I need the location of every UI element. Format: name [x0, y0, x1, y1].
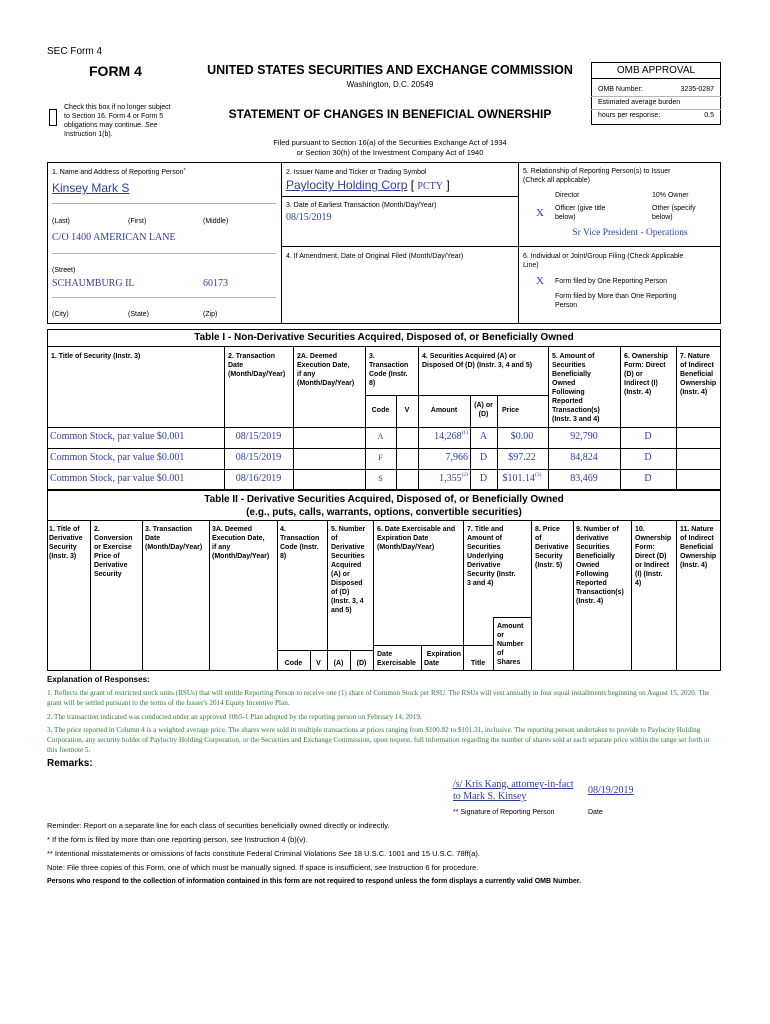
t2-sub-d: (D) [356, 660, 367, 667]
one-person-option: Form filed by One Reporting Person [555, 278, 668, 285]
omb-hours-value: 0.5 [704, 112, 714, 119]
form-title: FORM 4 [89, 63, 142, 79]
box6-label: 6. Individual or Joint/Group Filing (Check Applicable Line) [523, 253, 684, 269]
t1-h7: 7. Nature of Indirect Beneficial Ownership (Instr. 4) [680, 353, 717, 396]
t2-h10: 10. Ownership Form: Direct (D) or Indirect (I) (Instr. 4) [635, 526, 672, 587]
first-label: (First) [128, 218, 147, 225]
middle-label: (Middle) [203, 218, 229, 225]
t1-row-price [497, 430, 547, 443]
box2-label: 2. Issuer Name and Ticker or Trading Symbol [286, 169, 427, 176]
t2-h7: 7. Title and Amount of Securities Underlying Derivative Security (Instr. 3 and 4) [467, 526, 516, 587]
t2-h2: 2. Conversion or Exercise Price of Derivative Security [94, 526, 133, 578]
date-label: Date [588, 809, 603, 816]
omb-burden-label: Estimated average burden [598, 99, 681, 106]
note-multiple-persons: * If the form is filed by more than one reporting person, see Instruction 4 (b)(v). [47, 835, 308, 844]
box1-label: 1. Name and Address of Reporting Person* [52, 168, 186, 176]
t1-row-date: 08/15/2019 [235, 452, 282, 463]
city-label: (City) [52, 311, 69, 318]
t1-h4: 4. Securities Acquired (A) or Disposed Of (D) (Instr. 3, 4 and 5) [422, 353, 533, 369]
t2-h5: 5. Number of Derivative Securities Acquired (A) or Disposed of (D) (Instr. 3, 4 and 5) [331, 526, 366, 614]
t1-price-value: $101.14 [502, 473, 536, 484]
other-option: Other (specify below) [652, 205, 696, 221]
t1-row-code: F [378, 453, 383, 462]
t1-sub-v: V [404, 407, 410, 414]
signature-date: 08/19/2019 [588, 785, 634, 796]
t1-row-aod: D [479, 473, 488, 484]
earliest-transaction-date: 08/15/2019 [286, 212, 332, 223]
t1-row-price [497, 472, 547, 485]
explanation-heading: Explanation of Responses: [47, 675, 150, 684]
footnote-2: 2. The transaction indicated was conducted under an approved 10b5-1 Plan adopted by the reporting person on February 14, 2019. [47, 713, 422, 721]
commission-location: Washington, D.C. 20549 [346, 80, 434, 89]
t1-row-title: Common Stock, par value $0.001 [50, 452, 185, 463]
t2-h3: 3. Transaction Date (Month/Day/Year) [145, 526, 203, 551]
t1-row-owned: 84,824 [570, 452, 598, 463]
t2-sub-code: Code [284, 660, 303, 667]
t1-row-date: 08/15/2019 [235, 431, 282, 442]
t1-amount-value: 14,268 [434, 431, 462, 442]
statement-title: STATEMENT OF CHANGES IN BENEFICIAL OWNERSHIP [228, 107, 552, 121]
last-label: (Last) [52, 218, 70, 225]
note-misstatements: ** Intentional misstatements or omissions of facts constitute Federal Criminal Violations See 18 U.S.C. 1001 and 15 U.S.C. 78ff(a). [47, 849, 480, 858]
t1-amount-value: 1,355 [439, 473, 462, 484]
t1-row-amount [418, 472, 468, 485]
t1-row-title: Common Stock, par value $0.001 [50, 431, 185, 442]
sec-form-label: SEC Form 4 [47, 46, 103, 57]
director-option: Director [555, 192, 580, 199]
zip-value: 60173 [203, 278, 228, 289]
t2-sub-date-exercisable: Date Exercisable [377, 651, 416, 667]
omb-number-value: 3235-0287 [680, 86, 714, 93]
t2-h9: 9. Number of derivative Securities Beneficially Owned Following Reported Transaction(s) (Instr. 4) [576, 526, 624, 605]
city-state-value: SCHAUMBURG IL [52, 278, 135, 289]
t2-sub-amount: Amount or Number of Shares [497, 623, 524, 666]
t1-price-value: $97.22 [508, 452, 536, 463]
t2-sub-title: Title [470, 660, 486, 667]
note-reminder: Reminder: Report on a separate line for each class of securities beneficially owned directly or indirectly. [47, 821, 390, 830]
signature-label: ** Signature of Reporting Person [453, 809, 555, 816]
t1-row-aod: D [479, 452, 488, 463]
t1-h3: 3. Transaction Code (Instr. 8) [369, 353, 409, 387]
t2-sub-expiration: Expiration Date [424, 651, 461, 667]
t1-row-amount [418, 430, 468, 443]
omb-number-label: OMB Number: [598, 86, 643, 93]
t1-price-footnote: (3) [535, 472, 542, 478]
issuer-name-link[interactable]: Paylocity Holding Corp [286, 178, 408, 192]
t1-row-title: Common Stock, par value $0.001 [50, 473, 185, 484]
filed-pursuant: Filed pursuant to Section 16(a) of the Securities Exchange Act of 1934 or Section 30(h) of the Investment Company Act of 1940 [273, 138, 507, 157]
filing-check-mark: X [536, 275, 544, 287]
box3-label: 3. Date of Earliest Transaction (Month/Day/Year) [286, 202, 437, 209]
multiple-persons-option: Form filed by More than One Reporting Person [555, 293, 677, 309]
box5-label: 5. Relationship of Reporting Person(s) to Issuer (Check all applicable) [523, 168, 671, 184]
t1-row-date: 08/16/2019 [235, 473, 282, 484]
t1-h2a: 2A. Deemed Execution Date, if any (Month/Day/Year) [297, 353, 355, 387]
t1-h2: 2. Transaction Date (Month/Day/Year) [228, 353, 286, 378]
ticker-value: PCTY [417, 181, 443, 192]
t1-row-code: S [378, 474, 383, 483]
signature-block: /s/ Kris Kang, attorney-in-fact to Mark S. Kinsey [453, 779, 574, 802]
table-1-title: Table I - Non-Derivative Securities Acquired, Disposed of, or Beneficially Owned [194, 332, 574, 343]
t1-sub-price: Price [501, 407, 520, 414]
t1-row-form: D [644, 473, 652, 484]
issuer-line: Paylocity Holding Corp [ PCTY ] [286, 178, 450, 192]
zip-label: (Zip) [203, 311, 218, 318]
t1-amount-footnote: (1) [461, 430, 468, 436]
t2-h1: 1. Title of Derivative Security (Instr. 3) [49, 526, 83, 560]
note-omb: Persons who respond to the collection of information contained in this form are not required to respond unless the form displays a currently valid OMB Number. [47, 878, 582, 885]
box4-label: 4. If Amendment, Date of Original Filed (Month/Day/Year) [286, 253, 464, 260]
footnote-1: 1. Reflects the grant of restricted stock units (RSUs) that will entitle Reporting Person to receive one (1) share of Common Stock per RSU. The RSUs will vest annually in four equal installments beginning on August 15, 2020. The grant will be settled pursuant to the terms of the Issuer's 2014 Equity Incentive Plan. [47, 689, 710, 707]
omb-approval-box [591, 62, 721, 125]
omb-title: OMB APPROVAL [592, 63, 720, 79]
t1-h5: 5. Amount of Securities Beneficially Owned Following Reported Transaction(s) (Instr. 3 and 4) [552, 353, 600, 423]
t2-h8: 8. Price of Derivative Security (Instr. 5) [535, 526, 569, 569]
t1-row-owned: 83,469 [570, 473, 598, 484]
t1-amount-footnote: (2) [461, 472, 468, 478]
t1-row-amount [418, 451, 468, 464]
t2-sub-v: V [316, 660, 321, 667]
table-2-title: Table II - Derivative Securities Acquired, Disposed of, or Beneficially Owned (e.g., puts, calls, warrants, options, convertible securities) [204, 494, 564, 518]
t2-sub-a: (A) [333, 660, 344, 667]
officer-title-value: Sr Vice President - Operations [572, 228, 688, 238]
t2-h4: 4. Transaction Code (Instr. 8) [280, 526, 320, 560]
t1-row-form: D [644, 431, 652, 442]
t1-row-code: A [377, 432, 384, 441]
commission-title: UNITED STATES SECURITIES AND EXCHANGE COMMISSION [207, 63, 573, 77]
t2-h3a: 3A. Deemed Execution Date, if any (Month/Day/Year) [212, 526, 270, 560]
t1-h6: 6. Ownership Form: Direct (D) or Indirect (I) (Instr. 4) [624, 353, 668, 396]
t1-row-aod: A [479, 431, 488, 442]
t2-h11: 11. Nature of Indirect Beneficial Ownership (Instr. 4) [680, 526, 717, 569]
t1-h1: 1. Title of Security (Instr. 3) [51, 353, 141, 360]
officer-check-mark: X [536, 207, 544, 219]
no-longer-subject-checkbox[interactable] [49, 109, 57, 126]
t1-sub-aod: (A) or (D) [474, 402, 493, 418]
t1-row-form: D [644, 452, 652, 463]
officer-option: Officer (give title below) [555, 205, 606, 221]
t1-sub-amount: Amount [430, 407, 458, 414]
t1-amount-value: 7,966 [445, 452, 468, 463]
note-copies: Note: File three copies of this Form, one of which must be manually signed. If space is insufficient, see Instruction 6 for procedure. [47, 863, 479, 872]
reporting-person-name-link[interactable]: Kinsey Mark S [52, 181, 130, 195]
street-label: (Street) [52, 267, 76, 274]
t1-price-value: $0.00 [510, 431, 534, 442]
remarks-heading: Remarks: [47, 758, 93, 769]
t1-sub-code: Code [371, 407, 390, 414]
footnote-3: 3. The price reported in Column 4 is a weighted average price. The shares were sold in multiple transactions at prices ranging from $100.82 to $101.31, inclusive. The reporting person undertakes to provide to Paylocity Holding Corporation, any security holder of Paylocity Holding Corporation, or the Securities and Exchange Commission, upon request, full information regarding the number of shares sold at each separate price within the range set forth in this footnote 5. [47, 726, 710, 754]
ten-percent-owner-option: 10% Owner [652, 192, 689, 199]
t1-row-owned: 92,790 [570, 431, 598, 442]
t2-h6: 6. Date Exercisable and Expiration Date (Month/Day/Year) [377, 526, 456, 551]
checkbox-instructions: Check this box if no longer subject to Section 16. Form 4 or Form 5 obligations may continue. See Instruction 1(b). [64, 104, 171, 138]
omb-hours-label: hours per response: [598, 112, 661, 119]
state-label: (State) [128, 311, 150, 318]
t1-row-price [497, 451, 547, 464]
address-value: C/O 1400 AMERICAN LANE [52, 232, 176, 243]
